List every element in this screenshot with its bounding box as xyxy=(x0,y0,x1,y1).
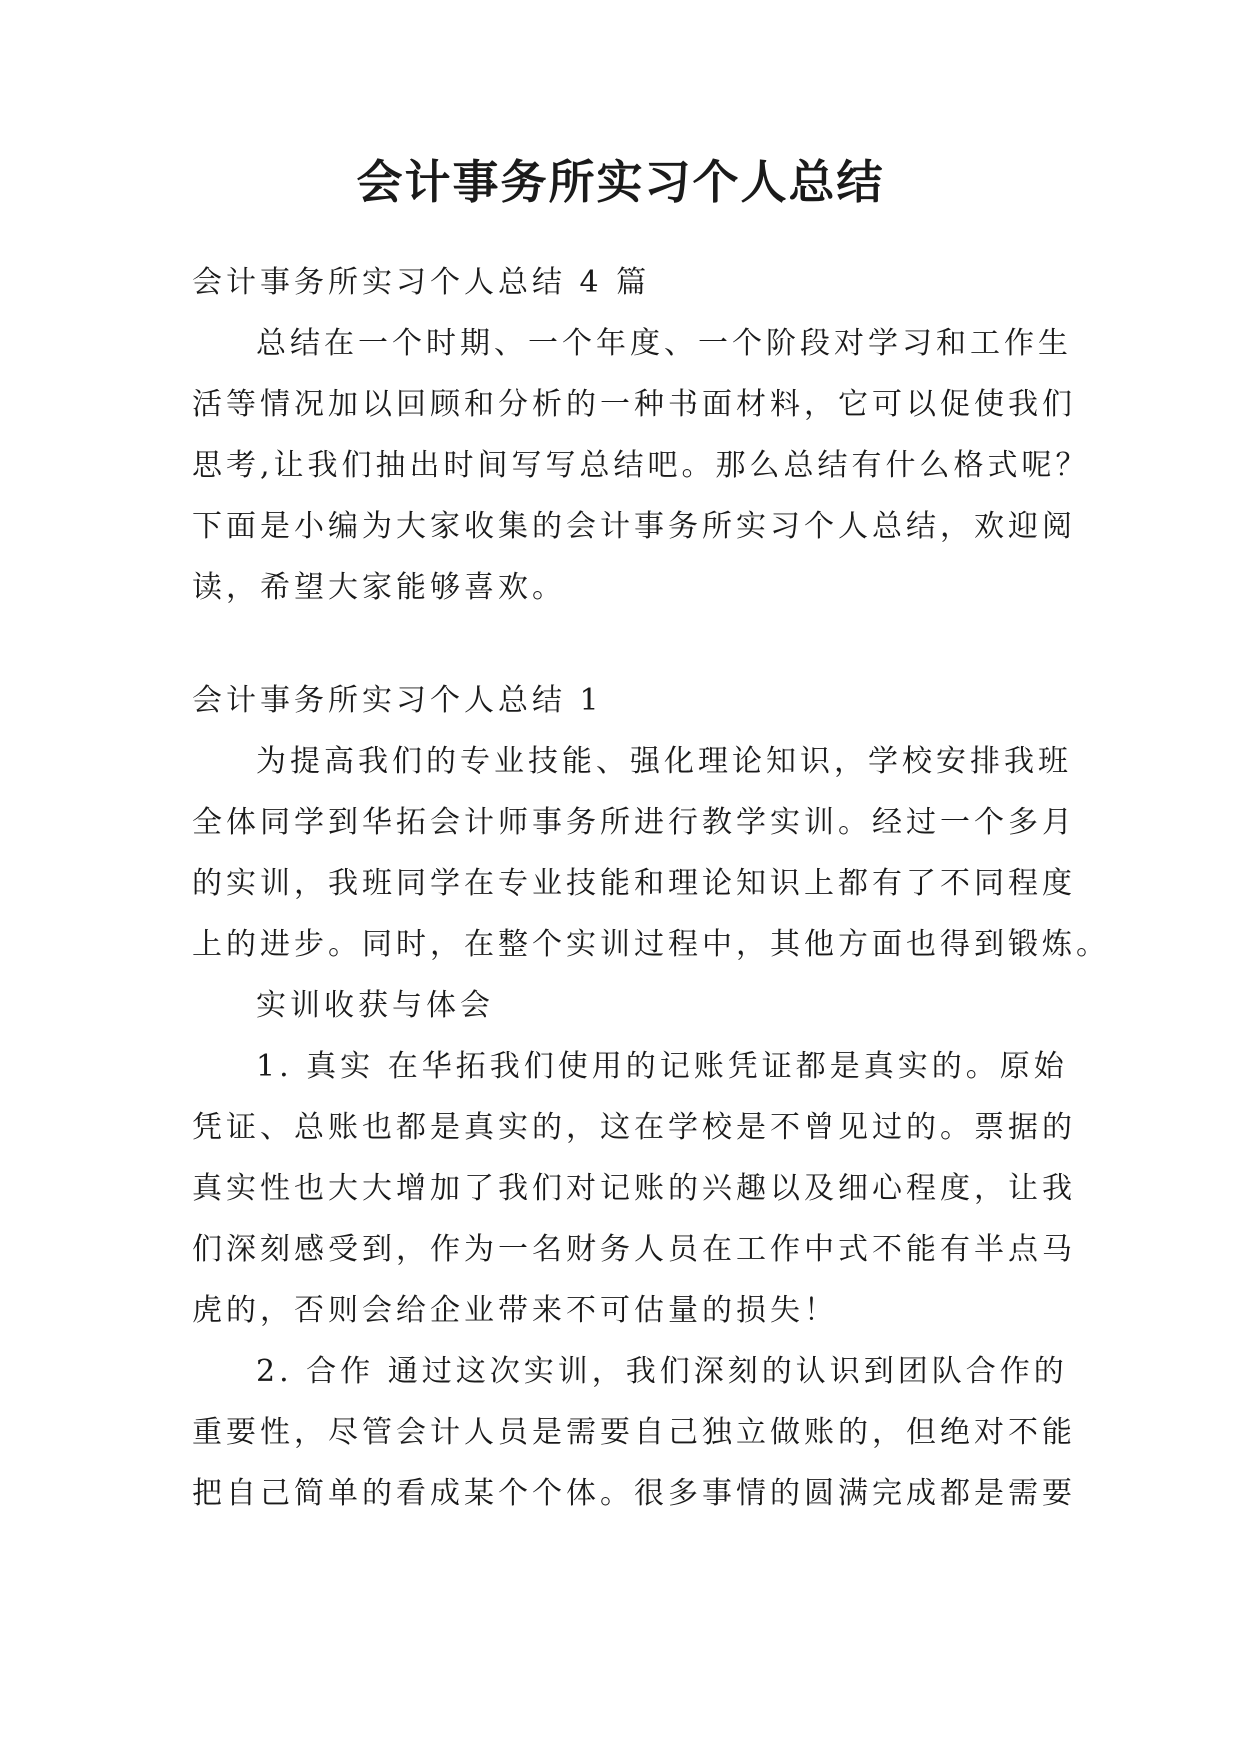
section-heading: 会计事务所实习个人总结 1 xyxy=(192,683,603,718)
intro-line: 活等情况加以回顾和分析的一种书面材料，它可以促使我们 xyxy=(192,387,1076,422)
item-1-line: 虎的，否则会给企业带来不可估量的损失！ xyxy=(192,1293,838,1328)
item-1-line: 们深刻感受到，作为一名财务人员在工作中式不能有半点马 xyxy=(192,1232,1076,1267)
item-1-line: 1. 真实 在华拓我们使用的记账凭证都是真实的。原始 xyxy=(256,1049,1068,1084)
item-1-line: 凭证、总账也都是真实的，这在学校是不曾见过的。票据的 xyxy=(192,1110,1076,1145)
intro-section xyxy=(192,252,1090,618)
paragraph-line: 上的进步。同时，在整个实训过程中，其他方面也得到锻炼。 xyxy=(192,927,1110,962)
paragraph-line: 的实训，我班同学在专业技能和理论知识上都有了不同程度 xyxy=(192,866,1076,901)
intro-line: 思考,让我们抽出时间写写总结吧。那么总结有什么格式呢？ xyxy=(192,448,1090,483)
section-1 xyxy=(192,670,1110,1524)
intro-line: 读，希望大家能够喜欢。 xyxy=(192,570,566,605)
intro-line: 总结在一个时期、一个年度、一个阶段对学习和工作生 xyxy=(256,326,1072,361)
intro-line: 下面是小编为大家收集的会计事务所实习个人总结，欢迎阅 xyxy=(192,509,1076,544)
paragraph-line: 为提高我们的专业技能、强化理论知识，学校安排我班 xyxy=(256,744,1072,779)
item-2-line: 把自己简单的看成某个个体。很多事情的圆满完成都是需要 xyxy=(192,1476,1076,1511)
item-2-line: 2. 合作 通过这次实训，我们深刻的认识到团队合作的 xyxy=(256,1354,1068,1389)
section-subheading: 实训收获与体会 xyxy=(256,988,494,1023)
paragraph-line: 全体同学到华拓会计师事务所进行教学实训。经过一个多月 xyxy=(192,805,1076,840)
subtitle: 会计事务所实习个人总结 4 篇 xyxy=(192,265,651,300)
item-2-line: 重要性，尽管会计人员是需要自己独立做账的，但绝对不能 xyxy=(192,1415,1076,1450)
item-1-line: 真实性也大大增加了我们对记账的兴趣以及细心程度，让我 xyxy=(192,1171,1076,1206)
document-title: 会计事务所实习个人总结 xyxy=(356,155,885,209)
